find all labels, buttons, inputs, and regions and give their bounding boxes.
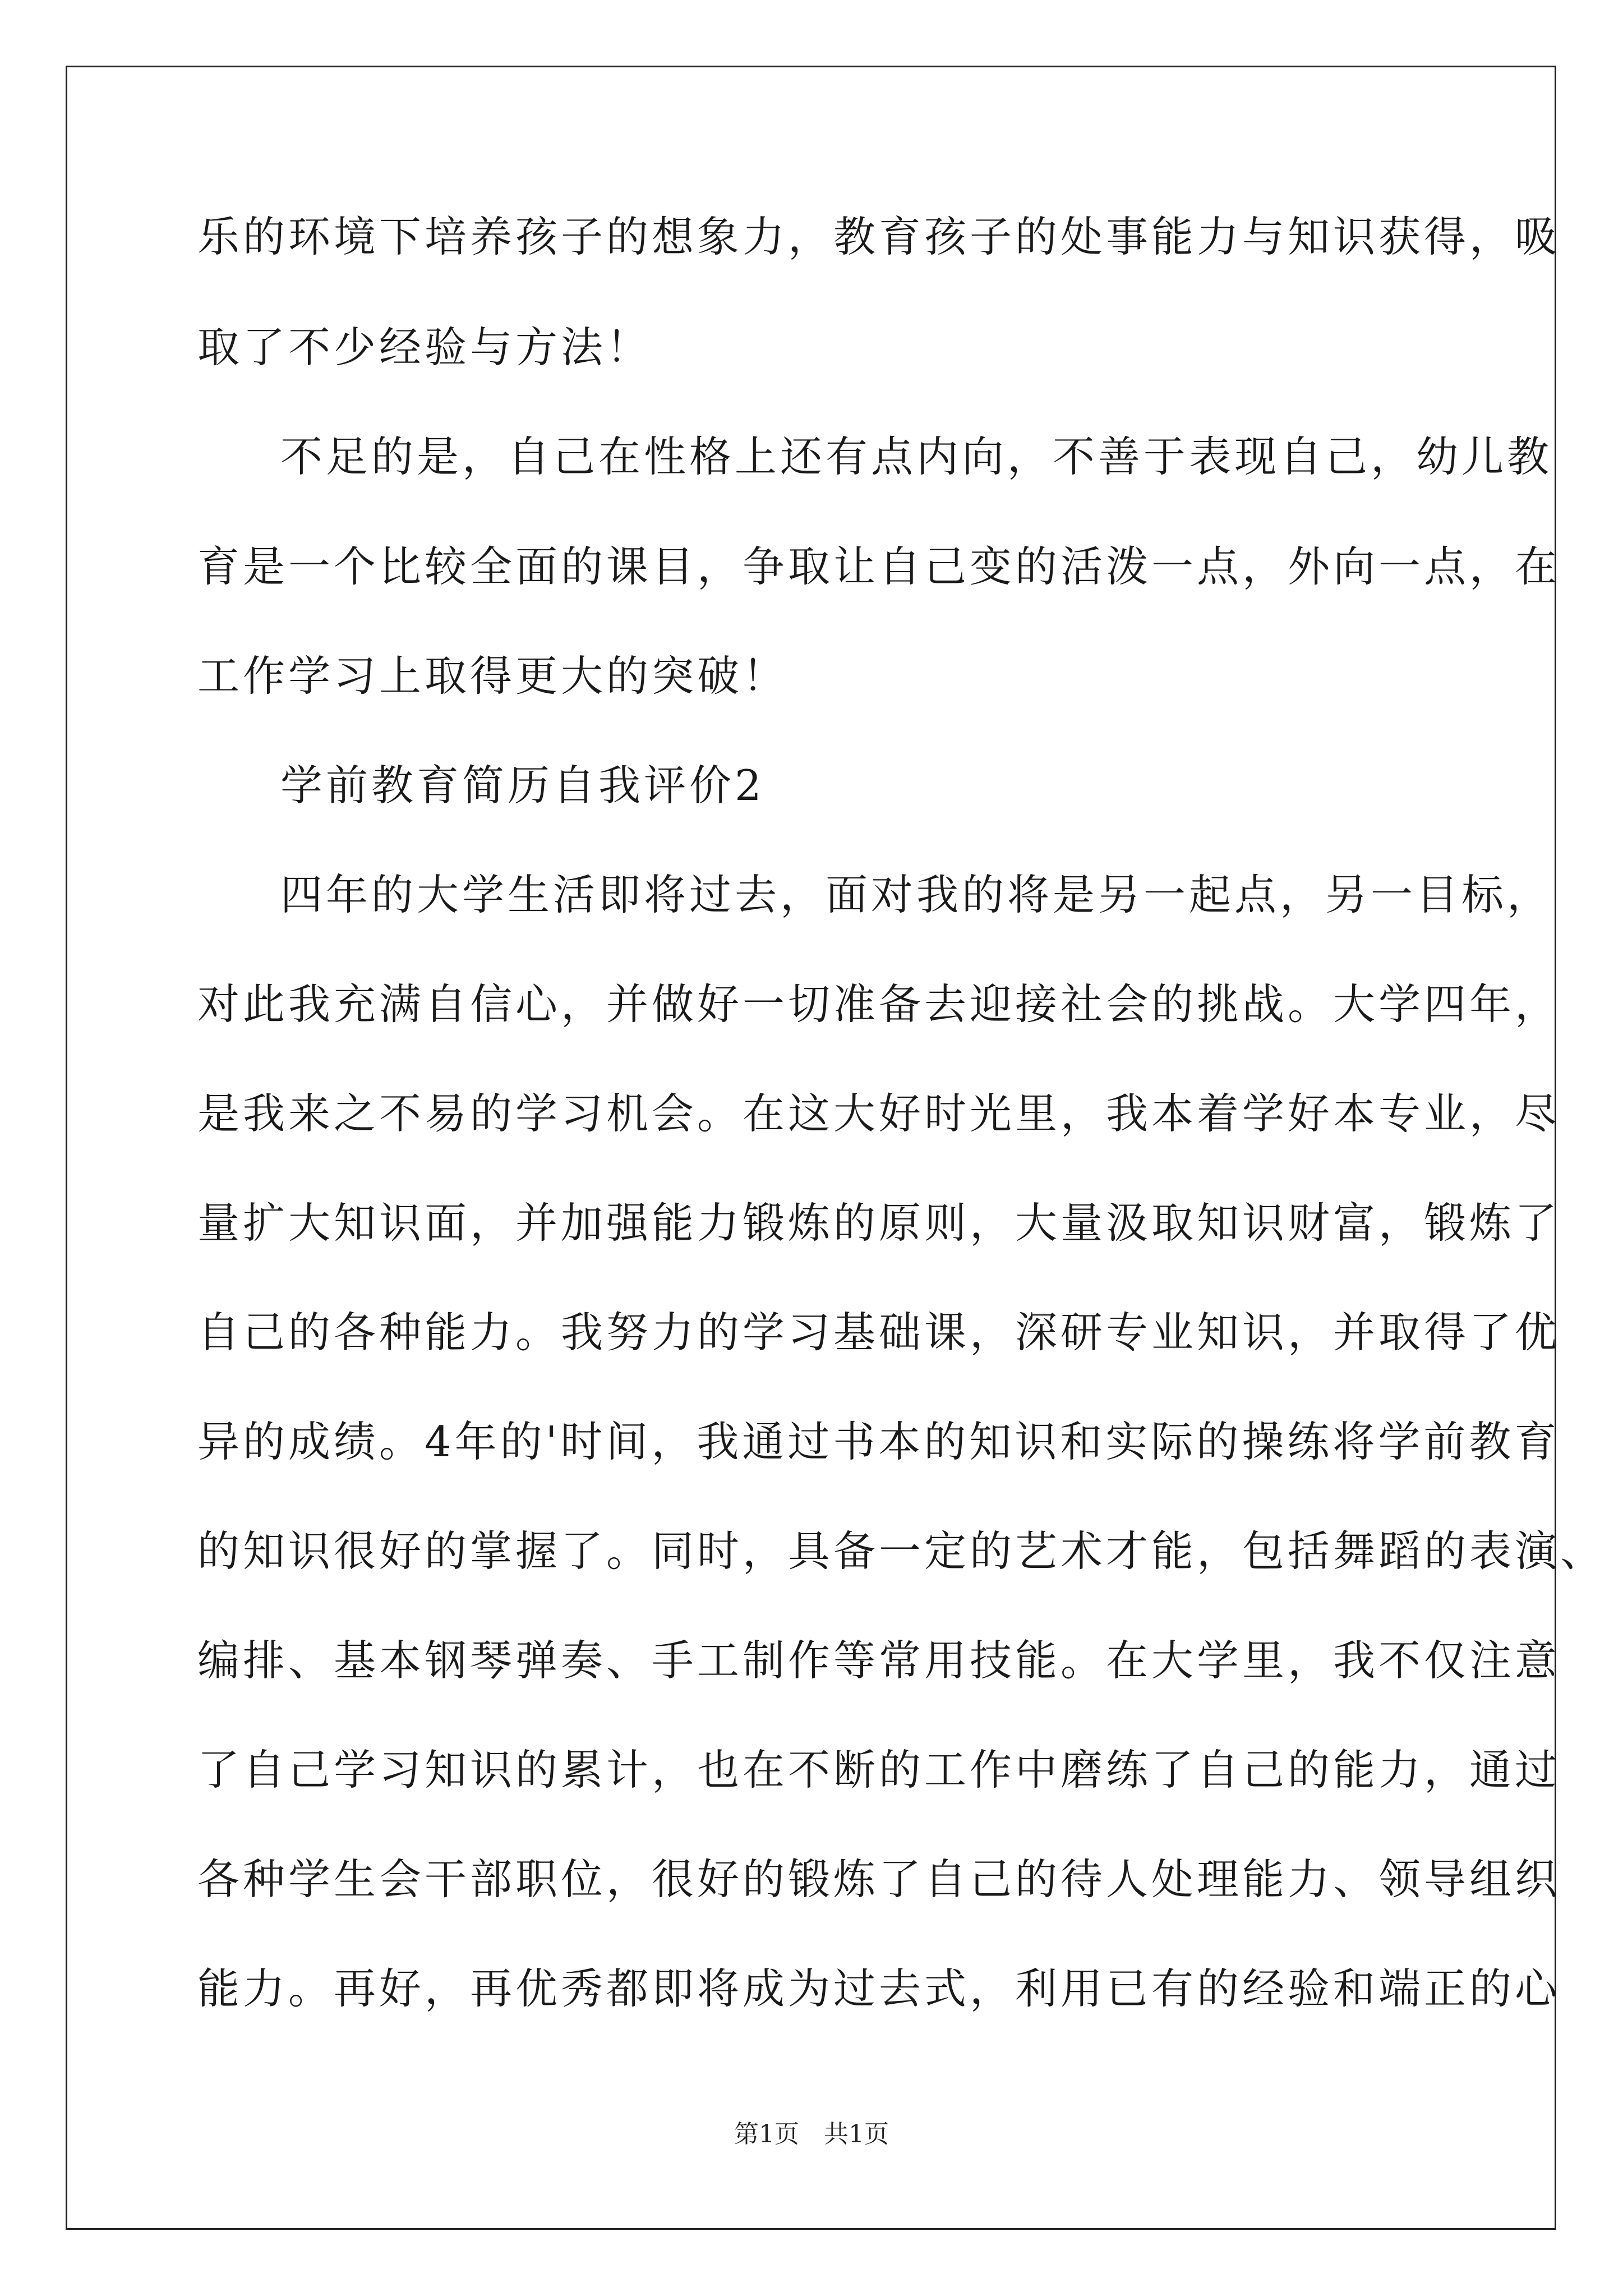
text-line: 乐的环境下培养孩子的想象力，教育孩子的处事能力与知识获得，吸 xyxy=(197,212,1561,261)
text-line: 异的成绩。4年的'时间，我通过书本的知识和实际的操练将学前教育 xyxy=(197,1417,1560,1466)
text-line: 了自己学习知识的累计，也在不断的工作中磨练了自己的能力，通过 xyxy=(197,1745,1561,1795)
paragraph-start-line: 四年的大学生活即将过去，面对我的将是另一起点，另一目标， xyxy=(280,870,1553,919)
text-line: 各种学生会干部职位，很好的锻炼了自己的待人处理能力、领导组织 xyxy=(197,1855,1561,1904)
text-line: 自己的各种能力。我努力的学习基础课，深研专业知识，并取得了优 xyxy=(197,1308,1561,1357)
text-line: 能力。再好，再优秀都即将成为过去式，利用已有的经验和端正的心 xyxy=(197,1964,1561,2013)
text-line: 工作学习上取得更大的突破！ xyxy=(197,651,789,701)
paragraph-start-line: 不足的是，自己在性格上还有点内向，不善于表现自己，幼儿教 xyxy=(280,432,1553,481)
text-line: 育是一个比较全面的课目，争取让自己变的活泼一点，外向一点，在 xyxy=(197,542,1561,591)
section-heading: 学前教育简历自我评价2 xyxy=(280,761,765,810)
text-line: 对此我充满自信心，并做好一切准备去迎接社会的挑战。大学四年， xyxy=(197,979,1561,1029)
text-line: 取了不少经验与方法！ xyxy=(197,323,652,372)
text-line: 是我来之不易的学习机会。在这大好时光里，我本着学好本专业，尽 xyxy=(197,1089,1561,1138)
text-line: 编排、基本钢琴弹奏、手工制作等常用技能。在大学里，我不仅注意 xyxy=(197,1636,1561,1685)
text-line: 量扩大知识面，并加强能力锻炼的原则，大量汲取知识财富，锻炼了 xyxy=(197,1198,1561,1248)
text-line: 的知识很好的掌握了。同时，具备一定的艺术才能，包括舞蹈的表演、 xyxy=(197,1526,1606,1576)
page-footer: 第1页 共1页 xyxy=(734,2120,889,2148)
